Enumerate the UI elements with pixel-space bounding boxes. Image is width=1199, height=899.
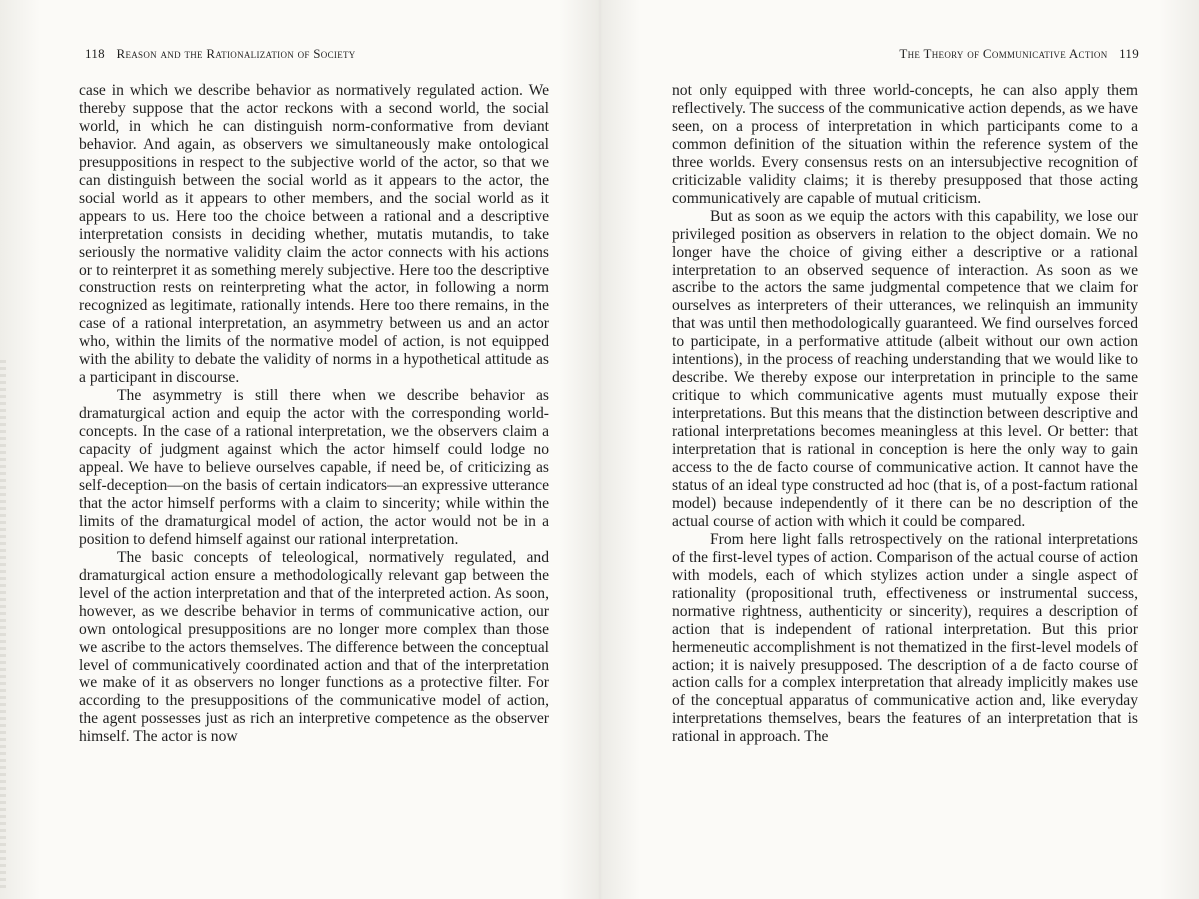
right-paragraph-3: From here light falls retrospectively on the rational interpretations of the first-level types of action. Comparison of the actual course of action with models, each of which stylizes action under a single aspect of rationality (propositional truth, effectiveness or instrumental success, normative rightness, authenticity or sincerity), requires a description of action that is independent of rational interpretation. But this prior hermeneutic accomplishment is not thematized in the first-level models of action; it is naively presupposed. The description of a de facto course of action calls for a complex interpretation that already implicitly makes use of the conceptual apparatus of communicative action and, like everyday interpretations themselves, bears the features of an interpretation that is rational in approach. The [672, 530, 1138, 746]
right-paragraph-2: But as soon as we equip the actors with this capability, we lose our privileged position as observers in relation to the object domain. We no longer have the choice of giving either a descriptive or a rational interpretation to an observed sequence of interaction. As soon as we ascribe to the actors the same judgmental competence that we claim for ourselves as interpreters of their utterances, we relinquish an immunity that was until then methodologically guaranteed. We find ourselves forced to participate, in a performative attitude (albeit without our own action intentions), in the process of reaching understanding that we would like to describe. We thereby expose our interpretation in principle to the same critique to which communicative agents must mutually expose their interpretations. But this means that the distinction between descriptive and rational interpretations becomes meaningless at this level. Or better: that interpretation that is rational in conception is here the only way to gain access to the de facto course of communicative action. It cannot have the status of an ideal type constructed ad hoc (that is, of a post-factum rational model) because independently of it there can be no description of the actual course of action with which it could be compared. [672, 207, 1138, 530]
left-paragraph-3: The basic concepts of teleological, normatively regulated, and dramaturgical action ensure a methodologically relevant gap between the level of the action interpretation and that of the interpreted action. As soon, however, as we describe behavior in terms of communicative action, our own ontological presuppositions are no longer more complex than those we ascribe to the actors themselves. The difference between the conceptual level of communicatively coordinated action and that of the interpretation we make of it as observers no longer functions as a protective filter. For according to the presuppositions of the communicative model of action, the agent possesses just as rich an interpretive competence as the observer himself. The actor is now [79, 548, 549, 746]
left-page-number: 118 [85, 46, 105, 61]
right-running-title: The Theory of Communicative Action [899, 46, 1108, 61]
left-page-body [79, 82, 549, 746]
left-paragraph-2: The asymmetry is still there when we describe behavior as dramaturgical action and equip the actor with the corresponding world-concepts. In the case of a rational interpretation, we the observers claim a capacity of judgment against which the actor himself could lodge no appeal. We have to believe ourselves capable, if need be, of criticizing as self-deception—on the basis of certain indicators—an expressive utterance that the actor himself performs with a claim to sincerity; while within the limits of the dramaturgical model of action, the actor would not be in a position to defend himself against our rational interpretation. [79, 387, 549, 548]
right-paragraph-1: not only equipped with three world-concepts, he can also apply them reflectively. The success of the communicative action depends, as we have seen, on a process of interpretation in which participants come to a common definition of the situation within the reference system of the three worlds. Every consensus rests on an intersubjective recognition of criticizable validity claims; it is thereby presupposed that those acting communicatively are capable of mutual criticism. [672, 82, 1138, 207]
left-running-title: Reason and the Rationalization of Society [116, 46, 356, 61]
right-page-number: 119 [1119, 46, 1139, 61]
left-paragraph-1: case in which we describe behavior as normatively regulated action. We thereby suppose that the actor reckons with a second world, the social world, in which he can distinguish norm-conformative from deviant behavior. And again, as observers we simultaneously make ontological presuppositions in respect to the subjective world of the actor, so that we can distinguish between the social world as it appears to the actor, the social world as it appears to other members, and the social world as it appears to us. Here too the choice between a rational and a descriptive interpretation consists in deciding whether, mutatis mutandis, to take seriously the normative validity claim the actor connects with his actions or to reinterpret it as something merely subjective. Here too the descriptive construction rests on reinterpreting what the actor, in following a norm recognized as legitimate, rationally intends. Here too there remains, in the case of a rational interpretation, an asymmetry between us and an actor who, within the limits of the normative model of action, is not equipped with the ability to debate the validity of norms in a hypothetical attitude as a participant in discourse. [79, 82, 549, 387]
right-page [600, 0, 1199, 899]
right-running-head [899, 46, 1139, 62]
right-page-body [672, 82, 1138, 746]
left-running-head [85, 46, 356, 62]
